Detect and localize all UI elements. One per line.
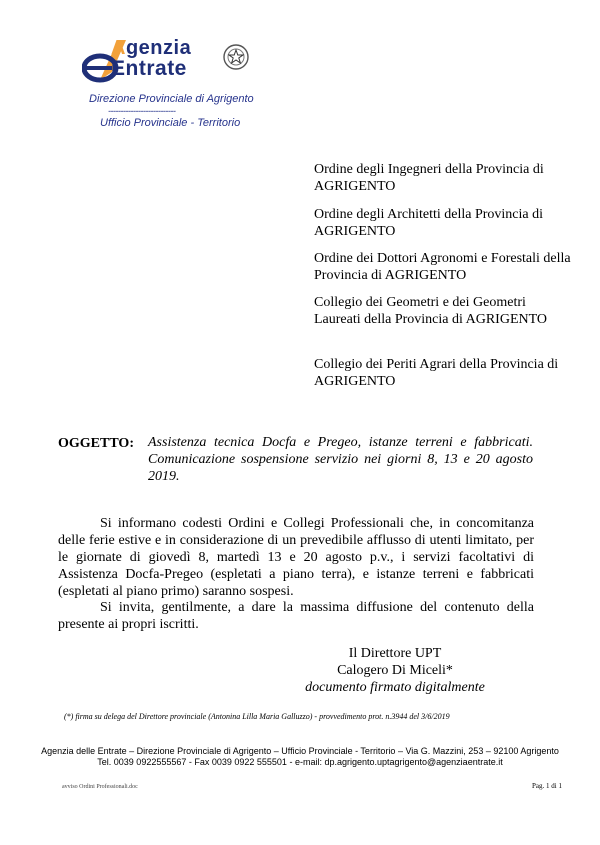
oggetto-text: Assistenza tecnica Docfa e Pregeo, istanze terreni e fabbricati. Comunicazione sospensione servizio nei giorni 8, 13 e 20 agosto 2019. bbox=[148, 435, 533, 484]
footer-contacts: Tel. 0039 0922555567 - Fax 0039 0922 555501 - e-mail: dp.agrigento.uptagrigento@agenziaentrate.it bbox=[97, 757, 503, 767]
ufficio-provinciale: Ufficio Provinciale - Territorio bbox=[100, 117, 241, 129]
signature-role: Il Direttore UPT bbox=[348, 646, 442, 661]
signature-block bbox=[300, 645, 490, 696]
header-separator: --------------------------- bbox=[108, 106, 176, 116]
footnote: (*) firma su delega del Direttore provinciale (Antonina Lilla Maria Galluzzo) - provvedimento prot. n.3944 del 3/6/2019 bbox=[64, 712, 450, 721]
logo-word-ntrate: ntrate bbox=[125, 57, 187, 80]
logo-text-entrate bbox=[111, 57, 187, 81]
signature-name: Calogero Di Miceli* bbox=[337, 663, 453, 678]
addressee-architetti: Ordine degli Architetti della Provincia di AGRIGENTO bbox=[314, 207, 543, 239]
logo-word-genzia: genzia bbox=[125, 37, 192, 59]
oggetto-label: OGGETTO: bbox=[58, 436, 134, 451]
document-filename: avviso Ordini Professionali.doc bbox=[62, 784, 138, 790]
footer-address: Agenzia delle Entrate – Direzione Provinciale di Agrigento – Ufficio Provinciale - Territorio – Via G. Mazzini, 253 – 92100 Agrigento bbox=[41, 746, 559, 756]
page-number: Pag. 1 di 1 bbox=[532, 782, 562, 790]
addressee-agronomi: Ordine dei Dottori Agronomi e Forestali della Provincia di AGRIGENTO bbox=[314, 251, 571, 283]
logo-letter-a: A bbox=[111, 37, 126, 59]
body-paragraph-2: Si invita, gentilmente, a dare la massima diffusione del contenuto della presente ai propri iscritti. bbox=[58, 600, 534, 632]
addressee-ingegneri: Ordine degli Ingegneri della Provincia di AGRIGENTO bbox=[314, 162, 544, 194]
direzione-provinciale: Direzione Provinciale di Agrigento bbox=[89, 93, 254, 105]
body-paragraph-1: Si informano codesti Ordini e Collegi Professionali che, in concomitanza delle ferie estive e in considerazione di un prevedibile afflusso di utenti limitato, per le giornate di giovedì 8, martedì 13 e 20 agosto p.v., i servizi facoltativi di Assistenza Docfa-Pregeo (espletati a piano terra), e istanze terreni e fabbricati (espletati al piano primo) saranno sospesi. bbox=[58, 516, 534, 599]
signature-note: documento firmato digitalmente bbox=[305, 680, 485, 695]
italian-republic-emblem-icon bbox=[222, 42, 250, 72]
logo-letter-e: E bbox=[111, 57, 126, 80]
addressee-periti-agrari: Collegio dei Periti Agrari della Provincia di AGRIGENTO bbox=[314, 357, 559, 389]
addressee-geometri: Collegio dei Geometri e dei Geometri Laureati della Provincia di AGRIGENTO bbox=[314, 295, 548, 327]
